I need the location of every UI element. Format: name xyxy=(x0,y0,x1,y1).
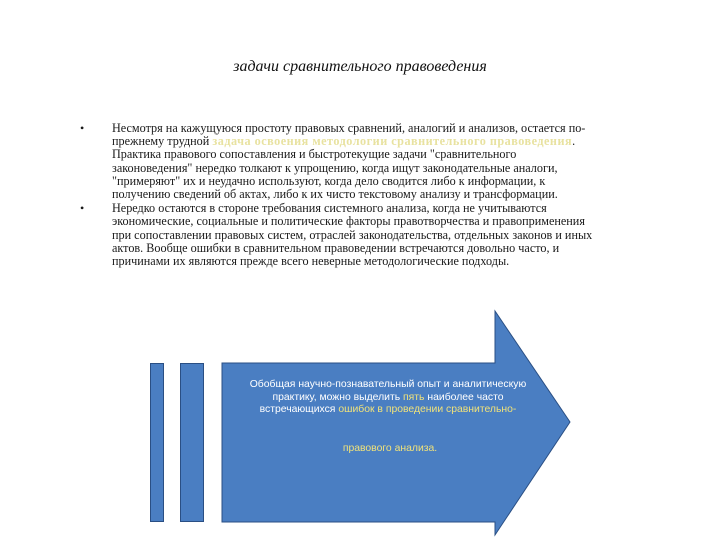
arrow-text xyxy=(238,379,538,417)
arrow-text-d: ошибок в проведении сравнительно- xyxy=(338,404,517,415)
block-arrow-shape xyxy=(222,311,570,535)
arrow-text-tail: правового анализа. xyxy=(342,443,438,454)
bullet-marker: • xyxy=(80,201,85,216)
bullet-text-cont: . Практика правового сопоставления и быстротекущие задачи "сравнительного законоведения" нередко толкают к упрощению, когда ищут законодательные аналоги, "примеряют" их и неудачно используют, когда дело сводится либо к информации, к получению сведений об актах, либо к их чисто текстовому анализу и трансформации. xyxy=(112,134,576,202)
bullet-text: Нередко остаются в стороне требования системного анализа, когда не учитываются экономические, социальные и политические факторы правотворчества и правоприменения при сопоставлении правовых систем, отраслей законодательства, отдельных законов и иных актов. Вообще ошибки в сравнительном правоведении встречаются довольно часто, и причинами их являются прежде всего неверные методологические подходы. xyxy=(112,201,593,269)
bullet-marker: • xyxy=(80,121,85,135)
arrow-text-b: пять xyxy=(403,391,425,403)
arrow-text-a: Обобщая научно-познавательный опыт и аналитическую практику, можно выделить xyxy=(249,379,527,403)
bullet-text: Несмотря на кажущуюся простоту правовых сравнений, аналогий и анализов, остается по-прежнему трудной xyxy=(112,121,586,149)
bullet-highlight: задача освоения методологии сравнительного правоведения xyxy=(212,134,573,149)
page-title: задачи сравнительного правоведения xyxy=(233,58,487,75)
arrow-text-c: наиболее часто встречающихся xyxy=(259,391,504,415)
